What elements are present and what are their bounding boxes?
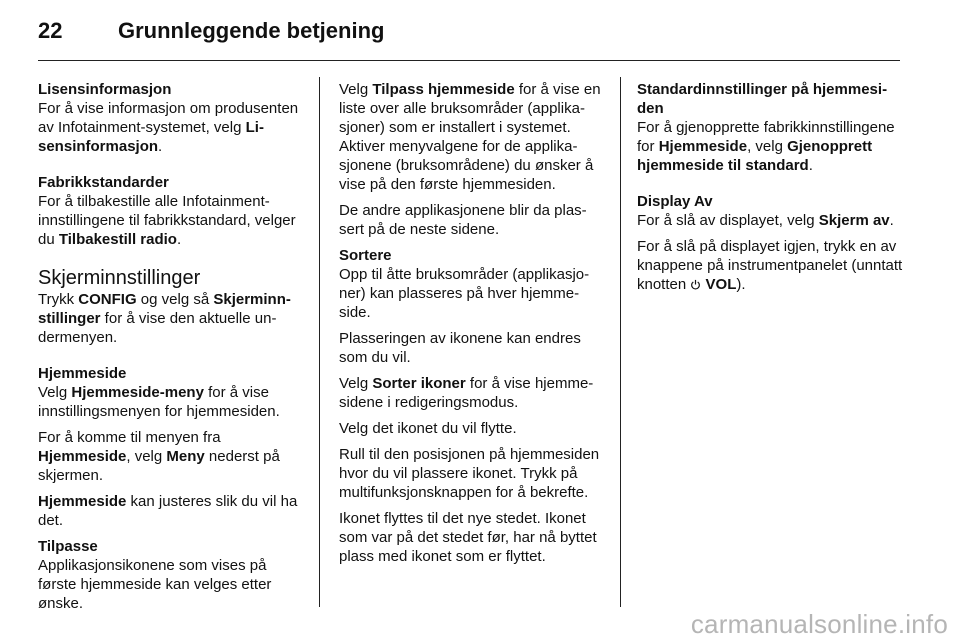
paragraph-tilpasse: Applikasjonsikonene som vises på første hjemmeside kan velges etter ønske. bbox=[38, 557, 272, 612]
heading-sortere: Sortere bbox=[339, 247, 392, 264]
paragraph-hjem: Velg Hjemmeside-meny for å vise innstillingsmenyen for hjemmesiden. bbox=[38, 384, 280, 420]
power-icon bbox=[690, 279, 701, 290]
paragraph-justeres: Hjemmeside kan justeres slik du vil ha det. bbox=[38, 493, 298, 529]
page-header bbox=[38, 18, 384, 48]
column-divider-2 bbox=[620, 77, 621, 607]
paragraph-sorter-ikoner: Velg Sorter ikoner for å vise hjemmesidene i redigeringsmodus. bbox=[339, 375, 594, 411]
watermark: carmanualsonline.info bbox=[690, 609, 948, 639]
paragraph-standard: For å gjenopprette fabrikkinnstillingene for Hjemmeside, velg Gjenopprett hjemmeside til standard. bbox=[637, 119, 895, 174]
paragraph-komme: For å komme til menyen fra Hjemmeside, velg Meny nederst på skjermen. bbox=[38, 429, 280, 484]
column-divider-1 bbox=[319, 77, 320, 607]
paragraph-plassering: Plasseringen av ikonene kan endres som du vil. bbox=[339, 330, 581, 366]
heading-skjerminnstillinger: Skjerminnstillinger bbox=[38, 267, 201, 289]
column-2 bbox=[339, 80, 605, 573]
heading-fabrikkstandarder: Fabrikkstandarder bbox=[38, 174, 169, 191]
heading-hjemmeside: Hjemmeside bbox=[38, 365, 127, 382]
column-1 bbox=[38, 80, 304, 620]
paragraph-andre-applikasjoner: De andre applikasjonene blir da plassert på de neste sidene. bbox=[339, 202, 587, 238]
paragraph-display-igjen: For å slå på displayet igjen, trykk en av knappene på instrumentpanelet (unntatt knotten VOL). bbox=[637, 238, 903, 293]
paragraph-skjerm: Trykk CONFIG og velg så Skjerminnstillinger for å vise den aktuelle undermenyen. bbox=[38, 291, 291, 346]
paragraph-rull: Rull til den posisjonen på hjemmesiden hvor du vil plassere ikonet. Trykk på multifunksjonsknappen for å bekrefte. bbox=[339, 446, 600, 501]
heading-display-av: Display Av bbox=[637, 193, 713, 210]
paragraph-tilpass-hjemmeside: Velg Tilpass hjemmeside for å vise en liste over alle bruksområder (applikasjoner) som er installert i systemet. Aktiver menyvalgene for de applikasjonene (bruksområdene) du ønsker å vise på den første hjemmesiden. bbox=[339, 81, 601, 193]
paragraph-fabrikk: For å tilbakestille alle Infotainment-innstillingene til fabrikkstandard, velger du Tilbakestill radio. bbox=[38, 193, 296, 248]
paragraph-display-av: For å slå av displayet, velg Skjerm av. bbox=[637, 212, 894, 229]
paragraph-sortere: Opp til åtte bruksområder (applikasjoner) kan plasseres på hver hjemmeside. bbox=[339, 266, 590, 321]
page-number: 22 bbox=[38, 18, 63, 43]
paragraph-flytte: Velg det ikonet du vil flytte. bbox=[339, 420, 517, 437]
paragraph-ikonet-flyttes: Ikonet flyttes til det nye stedet. Ikonet som var på det stedet før, har nå byttet plass med ikonet som er flyttet. bbox=[339, 510, 597, 565]
header-rule bbox=[38, 60, 900, 61]
paragraph-lisens: For å vise informasjon om produsenten av Infotainment-systemet, velg Lisensinformasjon. bbox=[38, 100, 299, 155]
column-3 bbox=[637, 80, 903, 301]
page-title: Grunnleggende betjening bbox=[118, 18, 385, 43]
heading-lisensinformasjon: Lisensinformasjon bbox=[38, 81, 172, 98]
heading-tilpasse: Tilpasse bbox=[38, 538, 98, 555]
heading-standardinnstillinger: Standardinnstillinger på hjemmesiden bbox=[637, 81, 888, 117]
